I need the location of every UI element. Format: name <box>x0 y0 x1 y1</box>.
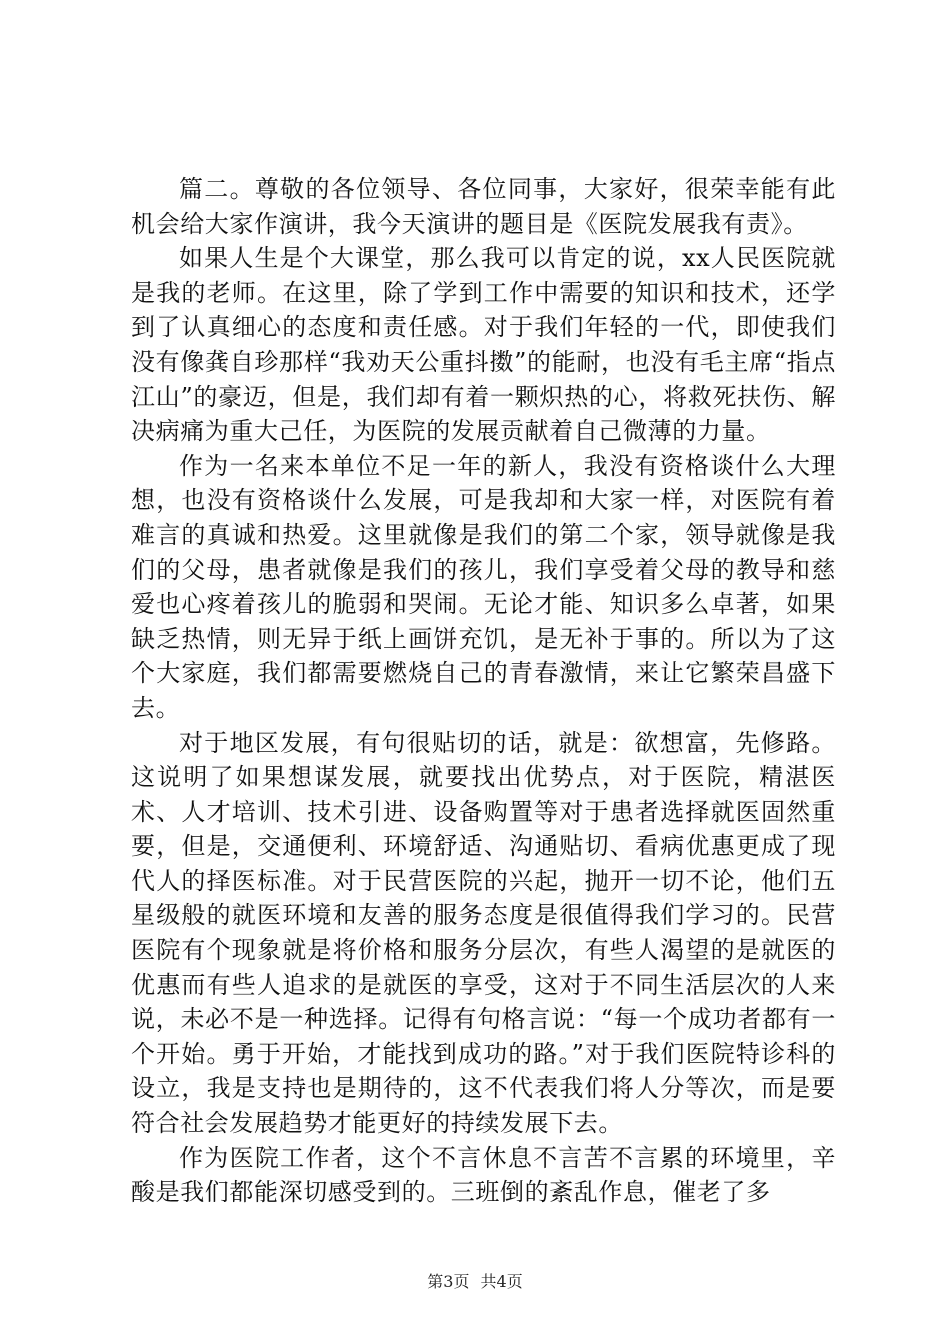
paragraph-4: 对于地区发展，有句很贴切的话，就是：欲想富，先修路。这说明了如果想谋发展，就要找出优势点，对于医院，精湛医术、人才培训、技术引进、设备购置等对于患者选择就医固然重要，但是，交通便利、环境舒适、沟通贴切、看病优惠更成了现代人的择医标准。对于民营医院的兴起，抛开一切不论，他们五星级般的就医环境和友善的服务态度是很值得我们学习的。民营医院有个现象就是将价格和服务分层次，有些人渴望的是就医的优惠而有些人追求的是就医的享受，这对于不同生活层次的人来说，未必不是一种选择。记得有句格言说：“每一个成功者都有一个开始。勇于开始，才能找到成功的路。”对于我们医院特诊科的设立，我是支持也是期待的，这不代表我们将人分等次，而是要符合社会发展趋势才能更好的持续发展下去。 <box>131 728 836 1138</box>
paragraph-1: 篇二。尊敬的各位领导、各位同事，大家好，很荣幸能有此机会给大家作演讲，我今天演讲的题目是《医院发展我有责》。 <box>131 175 836 238</box>
paragraph-5: 作为医院工作者，这个不言休息不言苦不言累的环境里，辛酸是我们都能深切感受到的。三班倒的紊乱作息，催老了多 <box>131 1143 836 1207</box>
paragraph-3: 作为一名来本单位不足一年的新人，我没有资格谈什么大理想，也没有资格谈什么发展，可是我却和大家一样，对医院有着难言的真诚和热爱。这里就像是我们的第二个家，领导就像是我们的父母，患者就像是我们的孩儿，我们享受着父母的教导和慈爱也心疼着孩儿的脆弱和哭闹。无论才能、知识多么卓著，如果缺乏热情，则无异于纸上画饼充饥，是无补于事的。所以为了这个大家庭，我们都需要燃烧自己的青春激情，来让它繁荣昌盛下去。 <box>131 451 836 722</box>
page-footer <box>0 1272 950 1292</box>
page-number-total: 共4页 <box>480 1272 523 1291</box>
body-text <box>131 172 836 1210</box>
paragraph-2: 如果人生是个大课堂，那么我可以肯定的说，xx人民医院就是我的老师。在这里，除了学到工作中需要的知识和技术，还学到了认真细心的态度和责任感。对于我们年轻的一代，即使我们没有像龚自珍那样“我劝天公重抖擞”的能耐，也没有毛主席“指点江山”的豪迈，但是，我们却有着一颗炽热的心，将救死扶伤、解决病痛为重大己任，为医院的发展贡献着自己微薄的力量。 <box>131 244 836 446</box>
page-number-current: 第3页 <box>427 1272 470 1291</box>
